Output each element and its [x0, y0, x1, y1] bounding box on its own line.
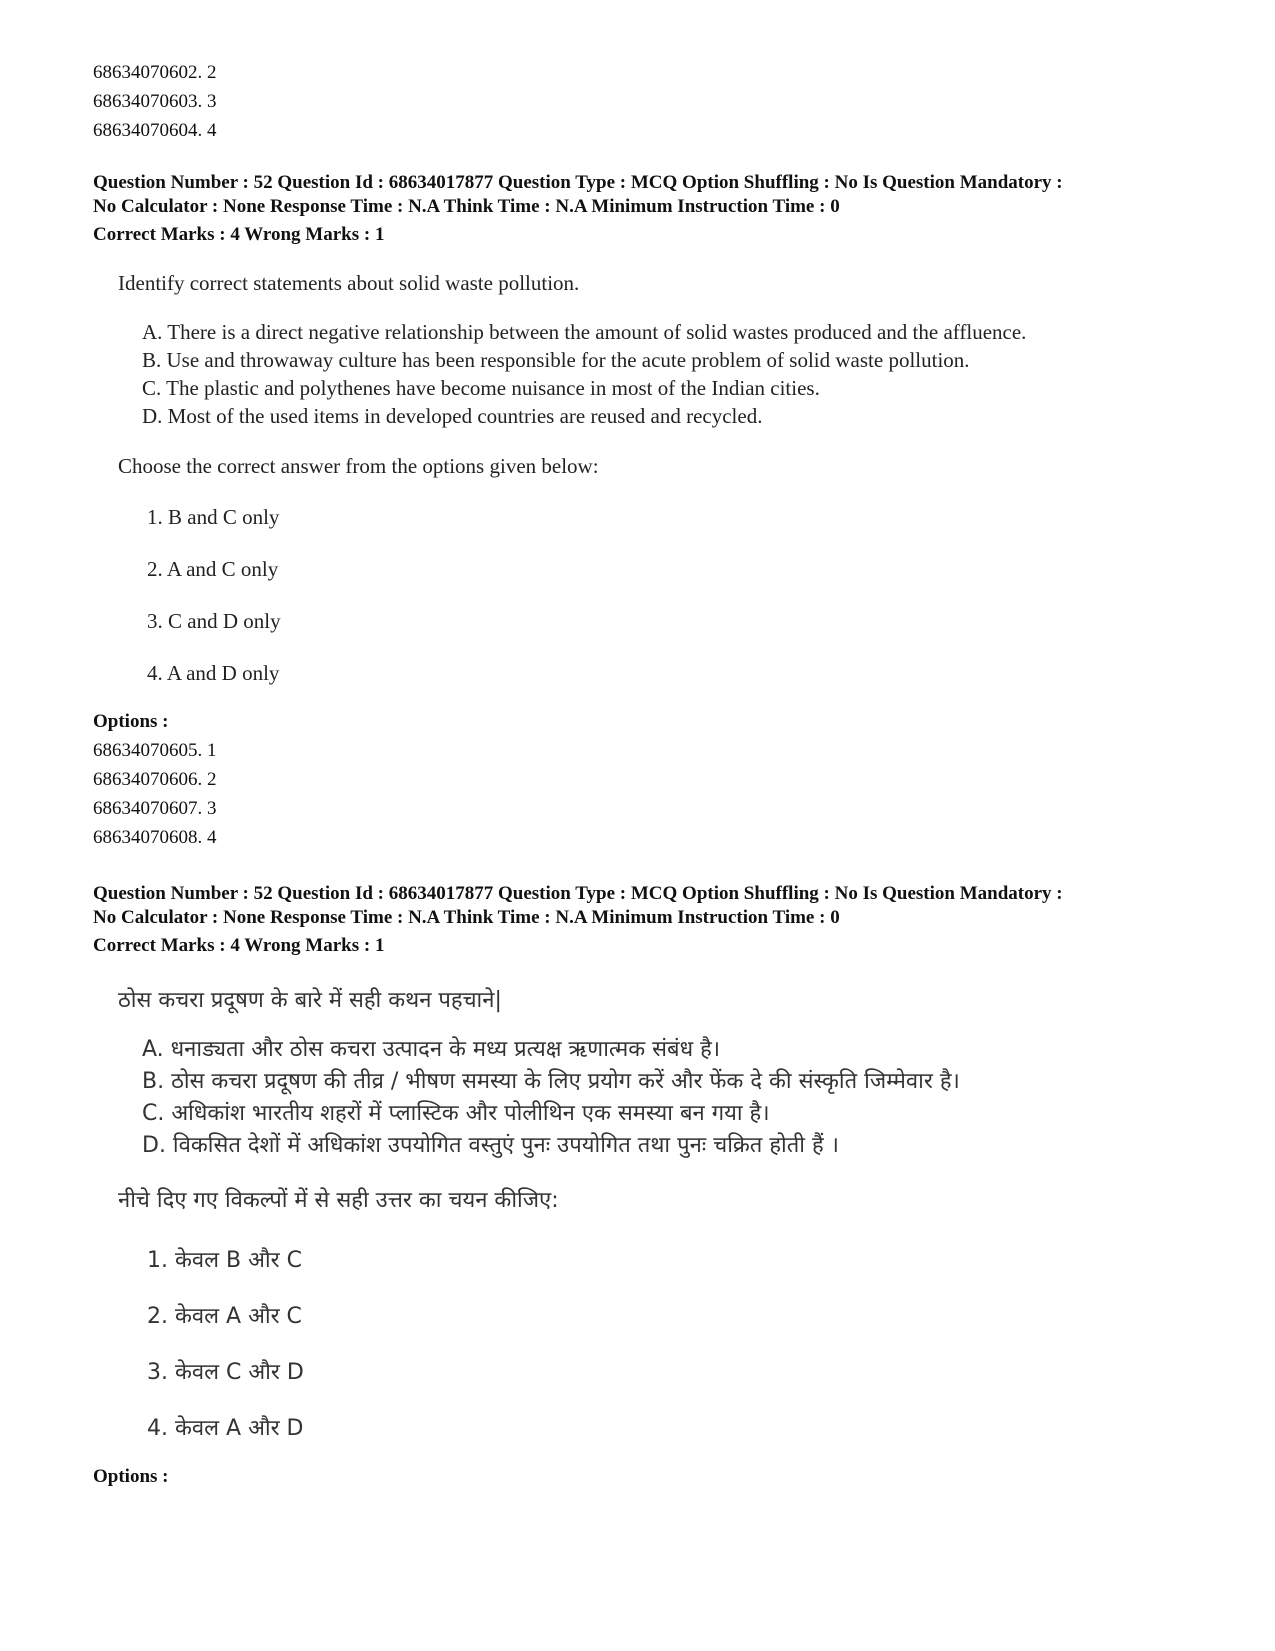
statement-item: D. विकसित देशों में अधिकांश उपयोगित वस्तुएं पुनः उपयोगित तथा पुनः चक्रित होती हैं । [142, 1133, 839, 1158]
statement-list [93, 1034, 1193, 1162]
statement-item: B. ठोस कचरा प्रदूषण की तीव्र / भीषण समस्या के लिए प्रयोग करें और फेंक दे की संस्कृति जिम्मेवार है। [142, 1069, 960, 1094]
statement-list [93, 318, 1193, 430]
question-block-hindi [93, 882, 1193, 1491]
instruction-text: Choose the correct answer from the options given below: [118, 454, 599, 478]
options-list [93, 736, 1193, 852]
answer-choices [93, 1244, 1193, 1456]
answer-choices [93, 505, 1193, 701]
question-content [93, 984, 1193, 1456]
statement-item: B. Use and throwaway culture has been responsible for the acute problem of solid waste pollution. [142, 348, 970, 372]
statement-item: A. There is a direct negative relationship between the amount of solid wastes produced and the affluence. [142, 320, 1027, 344]
question-meta-line-1: Question Number : 52 Question Id : 68634017877 Question Type : MCQ Option Shuffling : No Is Question Mandatory : [93, 172, 1063, 193]
statement-item: A. धनाड्यता और ठोस कचरा उत्पादन के मध्य प्रत्यक्ष ऋणात्मक संबंध है। [142, 1037, 721, 1062]
document-page [93, 58, 1193, 1491]
option-item: 68634070608. 4 [93, 827, 217, 848]
question-meta-line-2: No Calculator : None Response Time : N.A Think Time : N.A Minimum Instruction Time : 0 [93, 196, 840, 217]
option-item: 68634070603. 3 [93, 91, 217, 112]
answer-choice: 2. केवल A और C [147, 1304, 302, 1329]
option-item: 68634070602. 2 [93, 62, 217, 83]
answer-choice: 2. A and C only [147, 557, 279, 581]
answer-choice: 3. C and D only [147, 609, 281, 633]
statement-item: C. The plastic and polythenes have become nuisance in most of the Indian cities. [142, 376, 820, 400]
instruction-text: नीचे दिए गए विकल्पों में से सही उत्तर का चयन कीजिए: [118, 1188, 559, 1213]
previous-options-list [93, 58, 1193, 145]
answer-choice: 1. B and C only [147, 505, 280, 529]
option-item: 68634070607. 3 [93, 798, 217, 819]
question-block-english [93, 171, 1193, 852]
answer-choice: 4. केवल A और D [147, 1416, 304, 1441]
question-marks: Correct Marks : 4 Wrong Marks : 1 [93, 224, 385, 245]
option-item: 68634070604. 4 [93, 120, 217, 141]
answer-choice: 3. केवल C और D [147, 1360, 304, 1385]
question-text: ठोस कचरा प्रदूषण के बारे में सही कथन पहचाने| [118, 988, 502, 1013]
statement-item: D. Most of the used items in developed countries are reused and recycled. [142, 404, 763, 428]
answer-choice: 1. केवल B और C [147, 1248, 302, 1273]
answer-choice: 4. A and D only [147, 661, 280, 685]
question-text: Identify correct statements about solid waste pollution. [118, 271, 580, 295]
statement-item: C. अधिकांश भारतीय शहरों में प्लास्टिक और पोलीथिन एक समस्या बन गया है। [142, 1101, 770, 1126]
options-label: Options : [93, 1466, 169, 1487]
option-item: 68634070606. 2 [93, 769, 217, 790]
question-meta-line-2: No Calculator : None Response Time : N.A Think Time : N.A Minimum Instruction Time : 0 [93, 907, 840, 928]
question-content [93, 271, 1193, 701]
options-label: Options : [93, 711, 169, 732]
question-marks: Correct Marks : 4 Wrong Marks : 1 [93, 935, 385, 956]
question-meta-line-1: Question Number : 52 Question Id : 68634017877 Question Type : MCQ Option Shuffling : No Is Question Mandatory : [93, 883, 1063, 904]
option-item: 68634070605. 1 [93, 740, 217, 761]
